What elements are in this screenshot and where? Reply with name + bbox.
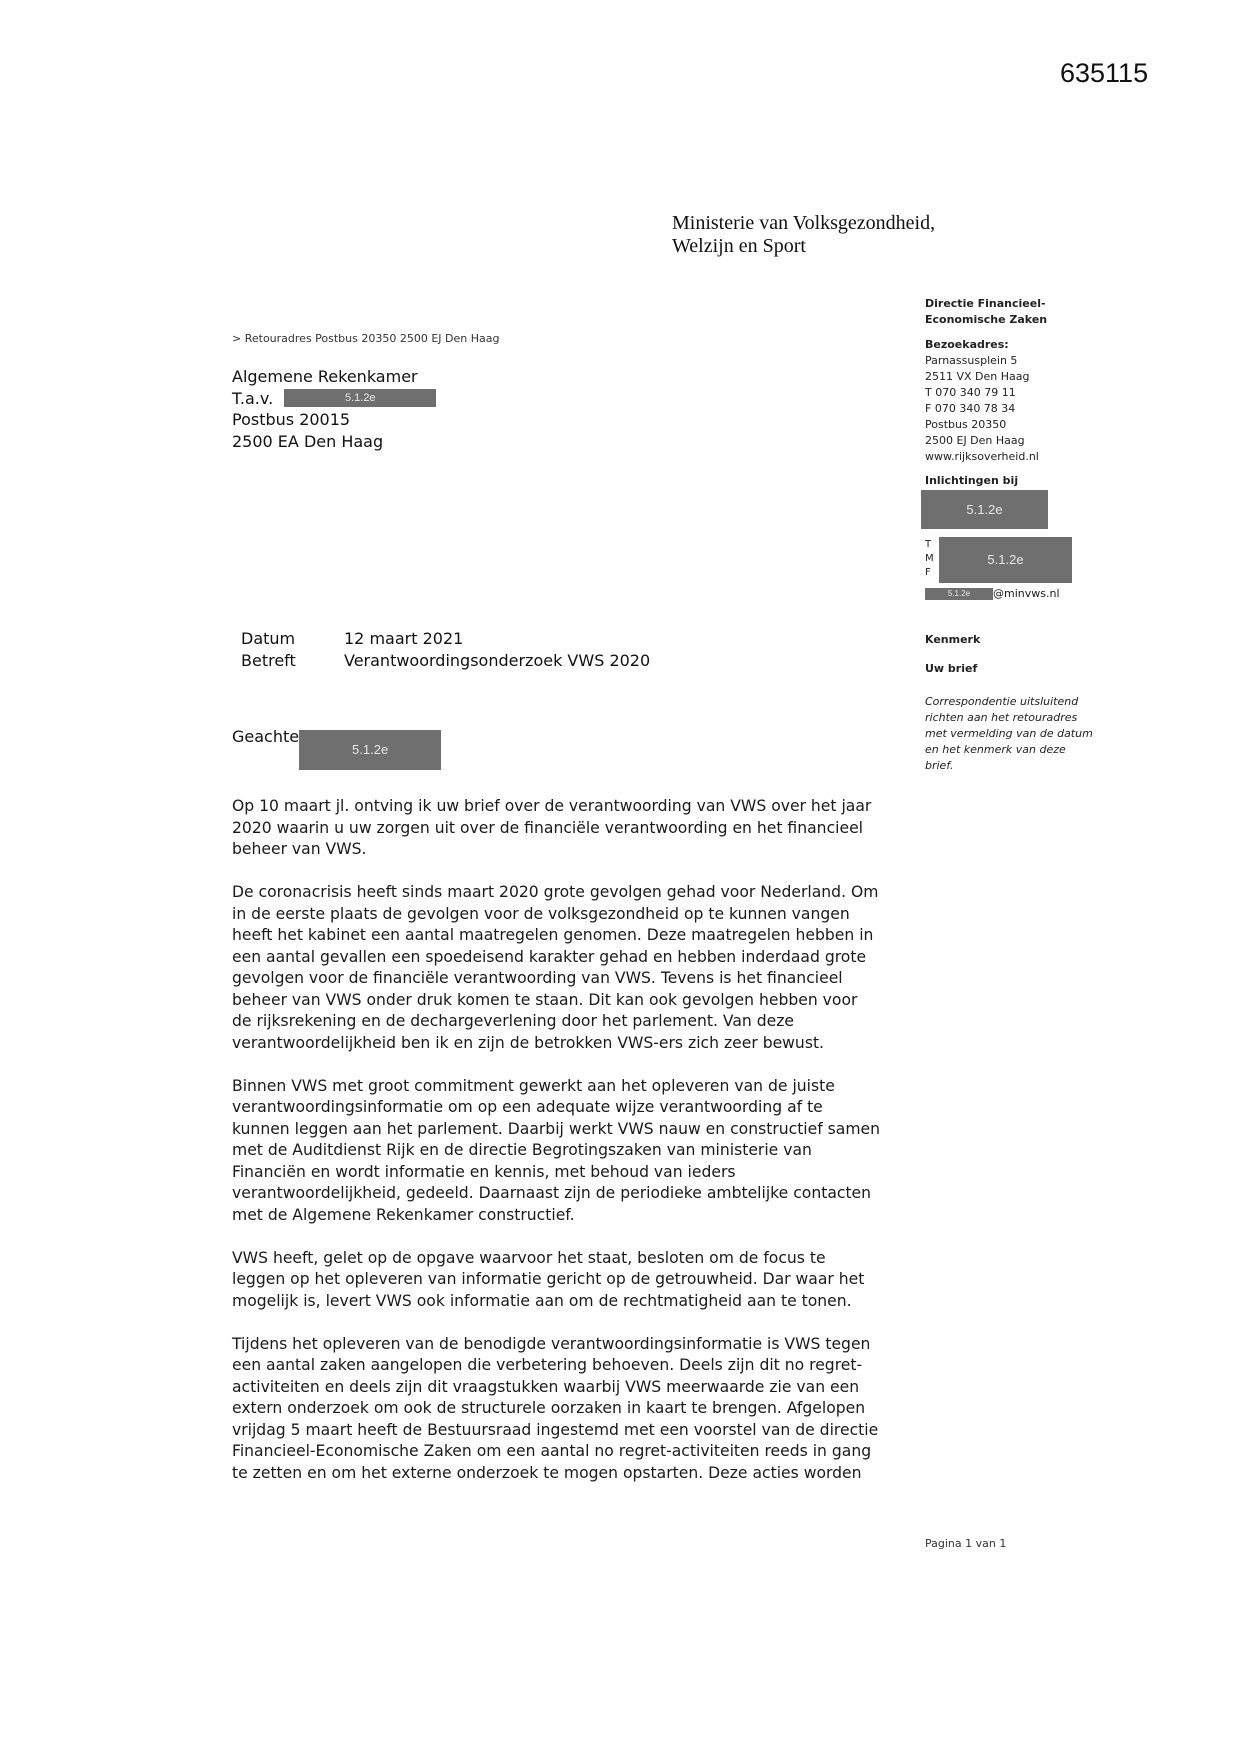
redaction-box: 5.1.2e	[921, 490, 1048, 529]
department-line-1: Directie Financieel-	[925, 297, 1046, 310]
subject-label: Betreft	[241, 650, 296, 670]
redaction-box: 5.1.2e	[925, 588, 993, 600]
page-number: Pagina 1 van 1	[925, 1537, 1007, 1550]
letter-meta	[241, 628, 650, 671]
visit-line: 2511 VX Den Haag	[925, 370, 1030, 383]
tmf-letter: M	[925, 553, 934, 564]
paragraph: Op 10 maart jl. ontving ik uw brief over de verantwoording van VWS over het jaar 2020 waarin u uw zorgen uit over de financiële verantwoording en het financieel beheer van VWS.	[232, 797, 872, 858]
redaction-box: 5.1.2e	[299, 730, 441, 770]
paragraph: VWS heeft, gelet op de opgave waarvoor het staat, besloten om de focus te leggen op het opleveren van informatie gericht op de getrouwheid. Dar waar het mogelijk is, levert VWS ook informatie aan om de rechtmatigheid aan te tonen.	[232, 1248, 865, 1310]
department-line-2: Economische Zaken	[925, 313, 1048, 326]
visit-line: Parnassusplein 5	[925, 354, 1018, 367]
visit-line: F 070 340 78 34	[925, 402, 1016, 415]
correspondence-note: Correspondentie uitsluitend richten aan het retouradres met vermelding van de datum en het kenmerk van deze brief.	[925, 695, 1093, 772]
salutation	[232, 727, 441, 770]
date-label: Datum	[241, 629, 296, 648]
visit-address-label: Bezoekadres:	[925, 338, 1009, 351]
paragraph: Tijdens het opleveren van de benodigde verantwoordingsinformatie is VWS tegen een aantal zaken aangelopen die verbetering behoeven. Deels zijn dit no regret- activiteiten en deels zijn dit vraagstukken waarbij VWS meerwaarde zie van een extern onderzoek om ook de structurele oorzaken in kaart te brengen. Afgelopen vrijdag 5 maart heeft de Bestuursraad ingestemd met een voorstel van de directie Financieel-Economische Zaken om een aantal no regret-activiteiten reeds in gang te zetten en om het externe onderzoek te mogen opstarten. Deze acties worden	[232, 1334, 879, 1482]
logo-line-2: Welzijn en Sport	[672, 235, 806, 257]
recipient-address	[232, 366, 436, 452]
ministry-logo	[672, 212, 935, 258]
recipient-postbus: Postbus 20015	[232, 410, 351, 429]
visit-line: Postbus 20350	[925, 418, 1007, 431]
document-number: 635115	[1060, 58, 1149, 88]
paragraph: De coronacrisis heeft sinds maart 2020 grote gevolgen gehad voor Nederland. Om in de eerste plaats de gevolgen voor de volksgezondheid op te kunnen vangen heeft het kabinet een aantal maatregelen genomen. Deze maatregelen hebben in een aantal gevallen een spoedeisend karakter gehad en hebben inderdaad grote gevolgen voor de financiële verantwoording van VWS. Tevens is het financieel beheer van VWS onder druk komen te staan. Dit kan ook gevolgen hebben voor de rijksrekening en de dechargeverlening door het parlement. Van deze verantwoordelijkheid ben ik en zijn de betrokken VWS-ers zich zeer bewust.	[232, 883, 879, 1052]
reference-label: Kenmerk	[925, 633, 981, 646]
salutation-text: Geachte	[232, 727, 300, 746]
tmf-letter: F	[925, 567, 931, 578]
redaction-box: 5.1.2e	[284, 389, 436, 407]
redaction-box: 5.1.2e	[939, 537, 1072, 583]
email-domain: @minvws.nl	[993, 587, 1060, 600]
subject-value: Verantwoordingsonderzoek VWS 2020	[344, 650, 651, 670]
subject-row	[241, 650, 650, 672]
sidebar	[925, 296, 1125, 489]
visit-line: T 070 340 79 11	[925, 386, 1016, 399]
website-link[interactable]: www.rijksoverheid.nl	[925, 450, 1039, 463]
your-letter-label: Uw brief	[925, 662, 978, 675]
tmf-letter: T	[925, 539, 932, 550]
date-value: 12 maart 2021	[344, 629, 464, 648]
email-line	[925, 587, 1060, 600]
recipient-city: 2500 EA Den Haag	[232, 431, 384, 451]
attention-label: T.a.v.	[232, 388, 274, 408]
logo-line-1: Ministerie van Volksgezondheid,	[672, 212, 936, 234]
visit-line: 2500 EJ Den Haag	[925, 434, 1025, 447]
info-label: Inlichtingen bij	[925, 474, 1019, 487]
recipient-attention	[232, 388, 436, 410]
letter-body	[232, 796, 912, 1506]
return-address: > Retouradres Postbus 20350 2500 EJ Den Haag	[232, 332, 500, 345]
date-row	[241, 628, 650, 650]
paragraph: Binnen VWS met groot commitment gewerkt aan het opleveren van de juiste verantwoordingsinformatie om op een adequate wijze verantwoording af te kunnen leggen aan het parlement. Daarbij werkt VWS nauw en constructief samen met de Auditdienst Rijk en de directie Begrotingszaken van ministerie van Financiën en wordt informatie en kennis, met behoud van ieders verantwoordelijkheid, gedeeld. Daarnaast zijn de periodieke ambtelijke contacten met de Algemene Rekenkamer constructief.	[232, 1076, 881, 1224]
reference-block	[925, 632, 1125, 774]
recipient-name: Algemene Rekenkamer	[232, 367, 418, 386]
